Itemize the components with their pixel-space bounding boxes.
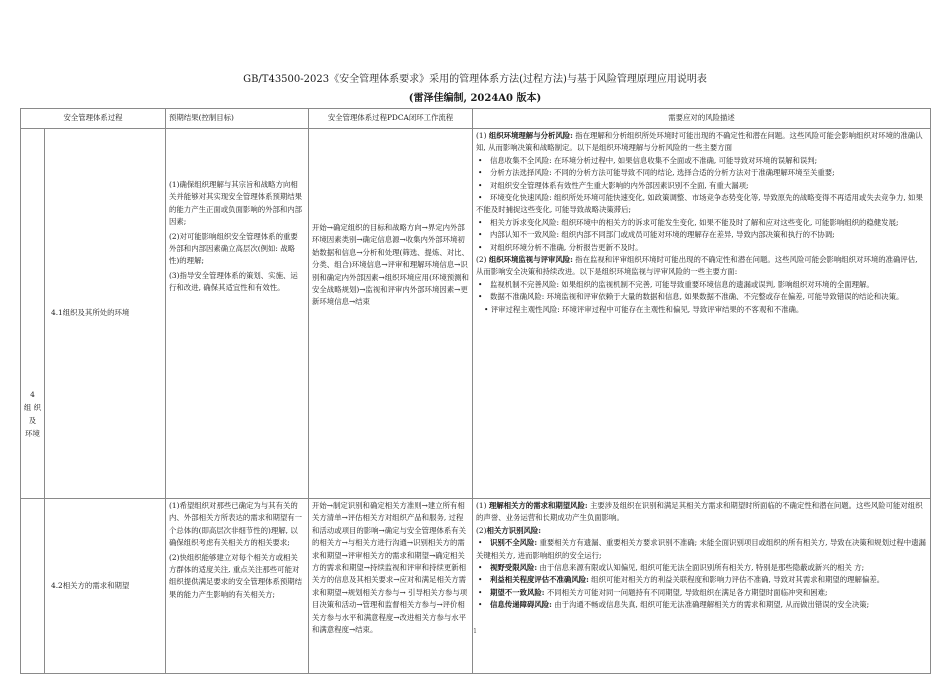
- risk-item-text: 由于沟通不畅或信息失真, 组织可能无法准确理解相关方的需求和期望, 从而做出错误的安全决策;: [551, 600, 870, 610]
- process-cell: 4.1组织及其所处的环境: [45, 129, 166, 499]
- result-item: (3)指导安全管理体系的策划、实施、运行和改进, 确保其适宜性和有效性。: [169, 270, 298, 293]
- risk-item-text: 信息收集不全风险: 在环境分析过程中, 如果信息收集不全面或不准确, 可能导致对环境的误解和误判;: [490, 155, 818, 165]
- pdca-cell: 开始→确定组织的目标和战略方向→界定内外部环境因素类别→确定信息源→收集内外部环境初始数据和信息→分析和处理(筛选、提炼、对比、分类、组合)环境信息→评审和理解环境信息→识别和确定内外部因素→组织环境应用(环境预测和安全战略规划)→监视和评审内外部环境因素→更新环境信息→结束: [309, 129, 473, 499]
- risk-item: [476, 180, 927, 192]
- risk-heading-number: (1): [476, 131, 489, 140]
- col-header-pdca: 安全管理体系过程PDCA闭环工作流程: [309, 109, 473, 129]
- section-cell: [21, 129, 45, 499]
- risk-heading-label: 理解相关方的需求和期望风险:: [488, 501, 588, 510]
- risk-heading-label: 组织环境理解与分析风险:: [488, 131, 573, 140]
- risk-item: [476, 242, 927, 254]
- risk-item-label: 信息传递障碍风险:: [490, 600, 552, 610]
- risk-item-text: 重要相关方有遗漏、重要相关方要求识别不准确; 未能全面识别项目或组织的所有相关方, 导致在决策和规划过程中遗漏关键相关方, 进而影响组织的安全运行;: [476, 538, 926, 560]
- risk-heading-label: 相关方识别风险:: [486, 525, 541, 535]
- risk-item: [476, 304, 927, 316]
- results-cell: [166, 499, 309, 674]
- risk-item-text: 监视机制不完善风险: 如果组织的监视机制不完善, 可能导致重要环境信息的遗漏或误判, 影响组织对环境的全面理解。: [490, 279, 874, 289]
- table-row: [21, 129, 931, 499]
- risk-item-label: 视野受限风险:: [490, 563, 538, 573]
- process-cell: 4.2相关方的需求和期望: [45, 499, 166, 674]
- risk-item: [476, 291, 927, 303]
- risk-heading-number: (2): [476, 525, 487, 535]
- table-row: [21, 499, 931, 674]
- risk-heading-label: 组织环境监视与评审风险:: [488, 255, 573, 265]
- col-header-results: 预期结果(控制目标): [166, 109, 309, 129]
- result-item: (1)希望组织对那些已确定为与其有关的内、外部相关方所表达的需求和期望有一个总体的(即高层次非细节性的)理解, 以确保组织考虑有关相关方的相关要求;: [169, 501, 303, 548]
- section-cell-empty: [21, 499, 45, 674]
- risk-heading: [476, 130, 927, 155]
- section-label-1: 组 织: [23, 402, 42, 412]
- result-item: (2)快组织能够建立对每个相关方或相关方群体的适度关注, 重点关注那些可能对组织提供满足要求的安全管理体系预期结果的能力产生影响的有关相关方;: [169, 552, 303, 599]
- risk-item: [476, 562, 927, 574]
- result-item: (1)确保组织理解与其宗旨和战略方向相关并能够对其实现安全管理体系预期结果的能力产生正面或负面影响的外部和内部因素;: [169, 180, 303, 227]
- risk-item-text: 分析方法选择风险: 不同的分析方法可能导致不同的结论, 选择合适的分析方法对于准确理解环境至关重要;: [490, 168, 835, 178]
- document-title: GB/T43500-2023《安全管理体系要求》采用的管理体系方法(过程方法)与基于风险管理原理应用说明表: [243, 74, 707, 85]
- risk-heading: [476, 254, 927, 279]
- risk-item: [476, 217, 927, 229]
- risk-heading: [476, 500, 927, 525]
- risk-item-text: 相关方诉求变化风险: 组织环境中的相关方的诉求可能发生变化, 如果不能及时了解和应对这些变化, 可能影响组织的稳健发展;: [490, 217, 899, 227]
- risk-item: [476, 574, 927, 586]
- risk-item-text: 内部认知不一致风险: 组织内部不同部门或成员可能对环境的理解存在差异, 导致内部决策和执行的不协调;: [490, 230, 835, 240]
- risk-item: [476, 229, 927, 241]
- risk-table: [20, 108, 931, 674]
- risk-item-label: 识别不全风险:: [490, 538, 538, 548]
- result-item: (2)对可能影响组织安全管理体系的重要外部和内部因素确立高层次(例如: 战略性)的理解;: [169, 231, 298, 266]
- risk-item-text: 对组织环境分析不准确, 分析报告更新不及时。: [490, 242, 643, 252]
- risk-item-text: 对组织安全管理体系有效性产生重大影响的内外部因素识别不全面, 有重大漏项;: [490, 180, 749, 190]
- section-label-3: 环境: [25, 428, 40, 438]
- table-header-row: [21, 109, 931, 129]
- risk-item-text: 由于信息来源有限或认知偏见, 组织可能无法全面识别所有相关方, 特别是那些隐蔽或新兴的相关 方;: [537, 563, 865, 573]
- risk-heading: [476, 525, 927, 537]
- risk-cell: [473, 129, 931, 499]
- risk-item-text: 环境变化快速风险: 组织所处环境可能快速变化, 如政策调整、市场竞争态势变化等, 导致原先的战略变得不再适用或失去竞争力, 如果不能及时捕捉这些变化, 可能导致战略决策滞后;: [476, 193, 923, 215]
- col-header-risks: 需要应对的风险描述: [473, 109, 931, 129]
- risk-heading-text: 指在理解和分析组织所处环境时可能出现的不确定性和潜在问题。这些风险可能会影响组织对环境的准确认知, 从而影响决策和战略制定。以下是组织环境理解与分析风险的一些主要方面: [476, 131, 923, 153]
- results-cell: [166, 129, 309, 499]
- risk-heading-number: (2): [476, 255, 489, 265]
- risk-item-text: 组织可能对相关方的利益关联程度和影响力评估不准确, 导致对其需求和期望的理解偏差。: [588, 575, 885, 585]
- risk-item-text: 评审过程主观性风险: 环境评审过程中可能存在主观性和偏见, 导致评审结果的不客观和不准确。: [490, 304, 804, 314]
- risk-item: [476, 599, 927, 611]
- risk-item: [476, 537, 927, 562]
- section-label-2: 及: [28, 415, 37, 425]
- risk-item: [476, 279, 927, 291]
- risk-item: [476, 192, 927, 217]
- risk-heading-text: 指在监视和评审组织环境时可能出现的不确定性和潜在问题。这些风险可能会影响组织对环境的准确评估, 从而影响安全决策和持续改进。以下是组织环境监视与评审风险的一些主要方面:: [476, 255, 918, 277]
- risk-heading-number: (1): [476, 501, 489, 510]
- risk-item-text: 数据不准确风险: 环境监视和评审依赖于大量的数据和信息, 如果数据不准确、不完整或存在偏差, 可能导致错误的结论和决策。: [490, 292, 904, 302]
- risk-item: [476, 155, 927, 167]
- risk-item-label: 期望不一致风险:: [490, 587, 545, 597]
- pdca-cell: 开始→制定识别和确定相关方准则→建立所有相关方清单→评估相关方对组织产品和服务, 过程和活动或项目的影响→确定与安全管理体系有关的相关方→与相关方进行沟通→识别相关方的需求和期望→评审相关方的需求和期望→确定相关方的需求和期望→持续监视和评审和持续更新相关方的信息及其相关要求→应对和满足相关方需求和期望→规划相关方参与→ 引导相关方参与项目决策和活动→管理和监督相关方参与→评价相关方参与水平和满意程度→改进相关方参与水平和满意程度→结束。: [309, 499, 473, 674]
- risk-item: [476, 587, 927, 599]
- risk-item: [476, 167, 927, 179]
- risk-item-label: 利益相关程度评估不准确风险:: [490, 575, 589, 585]
- risk-heading-text: 主要涉及组织在识别和满足其相关方需求和期望时所面临的不确定性和潜在问题。这些风险可能对组织的声誉、业务运营和长期成功产生负面影响。: [476, 501, 923, 523]
- page-number: 1: [473, 628, 477, 635]
- bullet-icon: •: [484, 304, 491, 314]
- section-number: 4: [30, 389, 35, 399]
- col-header-process: 安全管理体系过程: [21, 109, 166, 129]
- document-subtitle: (雷泽佳编制, 2024A0 版本): [408, 93, 542, 104]
- risk-cell: [473, 499, 931, 674]
- risk-item-text: 不同相关方可能对同一问题持有不同期望, 导致组织在满足各方期望时面临冲突和困难;: [544, 587, 828, 597]
